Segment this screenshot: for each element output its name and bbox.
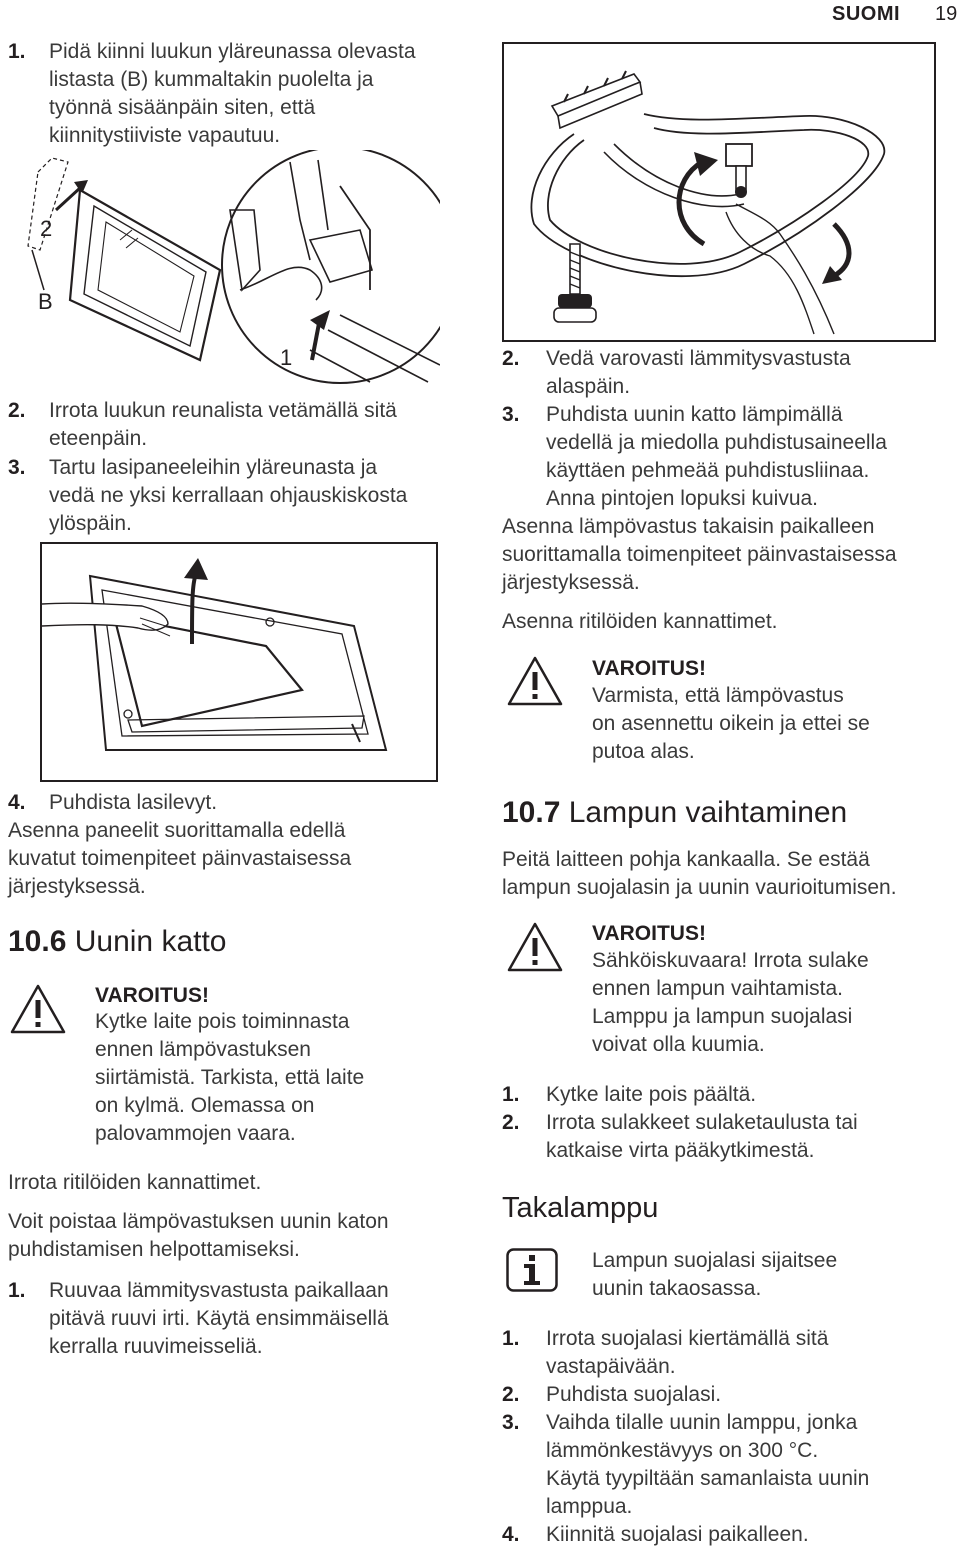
info-icon <box>506 1248 558 1292</box>
step2-line-1: Irrota luukun reunalista vetämällä sitä <box>49 399 397 422</box>
info-line-1: Lampun suojalasi sijaitsee <box>592 1249 838 1272</box>
step1-line-4: kiinnitystiiviste vapautuu. <box>49 124 281 147</box>
warning1-line-2: ennen lämpövastuksen <box>95 1038 311 1061</box>
step4-number: 4. <box>8 791 26 814</box>
step1-line-3: työnnä sisäänpäin siten, että <box>49 96 316 119</box>
warning1-line-3: siirtämistä. Tarkista, että laite <box>95 1066 365 1089</box>
heating-element-illustration <box>502 42 936 342</box>
step1-line-2: listasta (B) kummaltakin puolelta ja <box>49 68 374 91</box>
substep2-number: 2. <box>502 347 520 370</box>
step-a2-line-2: katkaise virta pääkytkimestä. <box>546 1139 815 1162</box>
step2-number: 2. <box>8 399 26 422</box>
step-b1-number: 1. <box>502 1327 520 1350</box>
section-10-6-title: Uunin katto <box>74 925 227 958</box>
step-b3-line-3: Käytä tyypiltään samanlaista uunin <box>546 1467 870 1490</box>
step-b2-line-1: Puhdista suojalasi. <box>546 1383 722 1406</box>
cloth-line-2: lampun suojalasin ja uunin vaurioitumisen. <box>502 876 897 899</box>
step-a2-line-1: Irrota sulakkeet sulaketaulusta tai <box>546 1111 858 1134</box>
reinstall-line-3: järjestyksessä. <box>502 571 640 594</box>
figure1-label-1: 1 <box>280 345 293 370</box>
step-a2-number: 2. <box>502 1111 520 1134</box>
section-10-7-number: 10.7 <box>502 796 561 829</box>
subheading-rear-lamp: Takalamppu <box>502 1192 659 1224</box>
para-heater-line-2: puhdistamisen helpottamiseksi. <box>8 1238 300 1261</box>
warning2-title: VAROITUS! <box>592 657 706 680</box>
reinstall-line-2: suorittamalla toimenpiteet päinvastaisessa <box>502 543 897 566</box>
step-b3-number: 3. <box>502 1411 520 1434</box>
warning1-line-5: palovammojen vaara. <box>95 1122 296 1145</box>
step3-line-1: Tartu lasipaneeleihin yläreunasta ja <box>49 456 378 479</box>
step-b4-line-1: Kiinnitä suojalasi paikalleen. <box>546 1523 809 1546</box>
substep3-line-4: Anna pintojen lopuksi kuivua. <box>546 487 819 510</box>
substep3-line-3: käyttäen pehmeää puhdistusliinaa. <box>546 459 870 482</box>
substep3-number: 3. <box>502 403 520 426</box>
cloth-line-1: Peitä laitteen pohja kankaalla. Se estää <box>502 848 870 871</box>
substep1-line-2: pitävä ruuvi irti. Käytä ensimmäisellä <box>49 1307 389 1330</box>
warning-triangle-icon <box>10 984 66 1034</box>
warning2-line-3: putoa alas. <box>592 740 695 763</box>
para-remove-supports: Irrota ritilöiden kannattimet. <box>8 1171 262 1194</box>
substep1-line-3: kerralla ruuvimeisseliä. <box>49 1335 263 1358</box>
warning1-line-4: on kylmä. Olemassa on <box>95 1094 315 1117</box>
warning1-line-1: Kytke laite pois toiminnasta <box>95 1010 350 1033</box>
header-language: SUOMI <box>832 3 901 25</box>
section-10-7-heading <box>502 796 847 830</box>
step4-line-1: Puhdista lasilevyt. <box>49 791 218 814</box>
warning1-title: VAROITUS! <box>95 984 209 1007</box>
step1-line-1: Pidä kiinni luukun yläreunassa olevasta <box>49 40 416 63</box>
header-page-number: 19 <box>935 3 958 25</box>
step2-line-2: eteenpäin. <box>49 427 148 450</box>
step-b4-number: 4. <box>502 1523 520 1546</box>
step-a1-line-1: Kytke laite pois päältä. <box>546 1083 757 1106</box>
substep3-line-2: vedellä ja miedolla puhdistusaineella <box>546 431 887 454</box>
step-b3-line-1: Vaihda tilalle uunin lamppu, jonka <box>546 1411 858 1434</box>
step-b3-line-4: lamppua. <box>546 1495 633 1518</box>
substep2-line-1: Vedä varovasti lämmitysvastusta <box>546 347 851 370</box>
warning3-line-2: ennen lampun vaihtamista. <box>592 977 843 1000</box>
glass-panel-illustration <box>40 542 438 782</box>
substep2-line-2: alaspäin. <box>546 375 631 398</box>
substep1-number: 1. <box>8 1279 26 1302</box>
reinstall-line-1: Asenna lämpövastus takaisin paikalleen <box>502 515 875 538</box>
substep1-line-1: Ruuvaa lämmitysvastusta paikallaan <box>49 1279 389 1302</box>
warning3-line-3: Lamppu ja lampun suojalasi <box>592 1005 853 1028</box>
step3-line-3: ylöspäin. <box>49 512 132 535</box>
figure1-label-b: B <box>38 289 53 314</box>
para-install-supports: Asenna ritilöiden kannattimet. <box>502 610 778 633</box>
step-b1-line-2: vastapäivään. <box>546 1355 676 1378</box>
section-10-7-title: Lampun vaihtaminen <box>568 796 848 829</box>
step4-line-2: Asenna paneelit suorittamalla edellä <box>8 819 346 842</box>
step4-line-4: järjestyksessä. <box>8 875 146 898</box>
warning-triangle-icon <box>507 656 563 706</box>
section-10-6-heading <box>8 925 227 959</box>
info-line-2: uunin takaosassa. <box>592 1277 762 1300</box>
step3-line-2: vedä ne yksi kerrallaan ohjauskiskosta <box>49 484 408 507</box>
step-b2-number: 2. <box>502 1383 520 1406</box>
warning3-line-1: Sähköiskuvaara! Irrota sulake <box>592 949 869 972</box>
warning3-line-4: voivat olla kuumia. <box>592 1033 765 1056</box>
substep3-line-1: Puhdista uunin katto lämpimällä <box>546 403 843 426</box>
step4-line-3: kuvatut toimenpiteet päinvastaisessa <box>8 847 352 870</box>
warning3-title: VAROITUS! <box>592 922 706 945</box>
step1-number: 1. <box>8 40 26 63</box>
step-a1-number: 1. <box>502 1083 520 1106</box>
figure1-label-2: 2 <box>40 216 53 241</box>
section-10-6-number: 10.6 <box>8 925 67 958</box>
warning-triangle-icon <box>507 922 563 972</box>
door-trim-illustration <box>10 150 440 390</box>
step-b3-line-2: lämmönkestävyys on 300 °C. <box>546 1439 819 1462</box>
warning2-line-1: Varmista, että lämpövastus <box>592 684 844 707</box>
warning2-line-2: on asennettu oikein ja ettei se <box>592 712 870 735</box>
step3-number: 3. <box>8 456 26 479</box>
step-b1-line-1: Irrota suojalasi kiertämällä sitä <box>546 1327 829 1350</box>
para-heater-line-1: Voit poistaa lämpövastuksen uunin katon <box>8 1210 389 1233</box>
